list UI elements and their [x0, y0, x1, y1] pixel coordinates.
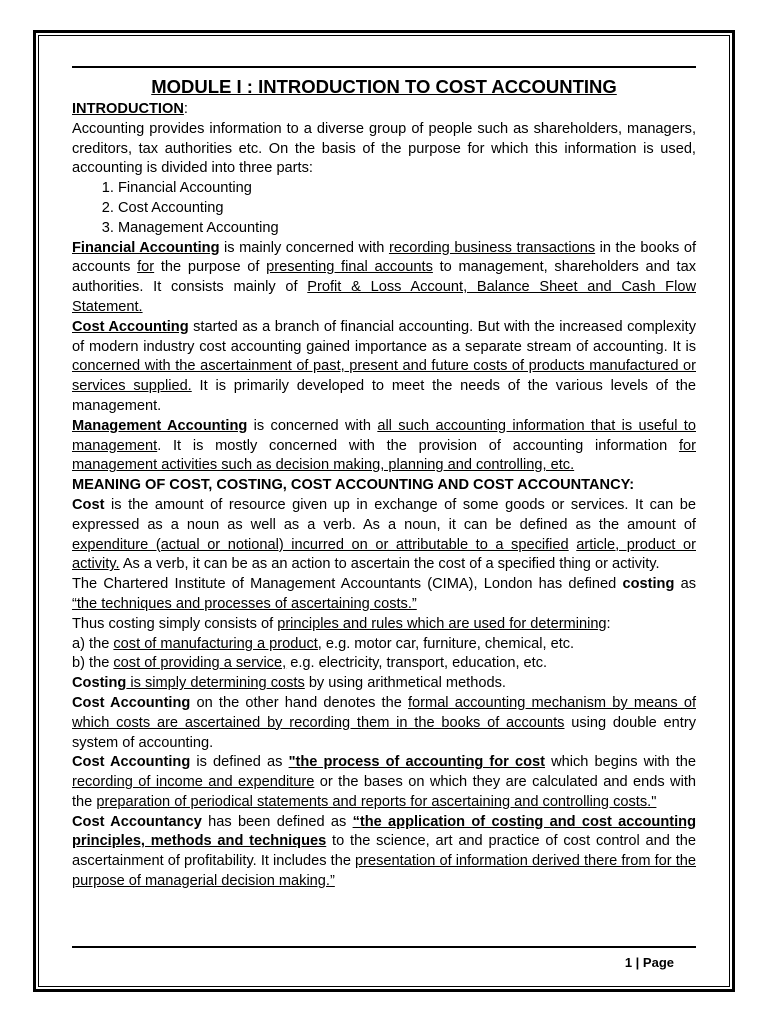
costing-methods-paragraph: Costing is simply determining costs by using arithmetical methods.: [72, 675, 506, 692]
cost-definition-paragraph: Cost is the amount of resource given up in exchange of some goods or services. It can be expressed as a noun as well as a verb. As a noun, it can be defined as the amount of expenditure (actual or notional) incurred on or attributable to a specified article, product or activity. As a verb, it can be as an action to ascertain the cost of a specified thing or activity.: [72, 496, 696, 573]
page-number: 1 | Page: [624, 955, 674, 970]
cost-accounting-mechanism-paragraph: Cost Accounting on the other hand denotes the formal accounting mechanism by means of which costs are ascertained by recording them in the books of accounts using double entry system of accounting.: [72, 694, 696, 751]
cost-accountancy-paragraph: Cost Accountancy has been defined as “the application of costing and cost accounting principles, methods and techniques to the science, art and practice of cost control and the ascertainment of profitability. It includes the presentation of information derived there from for the purpose of managerial decision making.”: [72, 813, 697, 890]
page-content: [72, 66, 696, 892]
list-item: 3. Management Accounting: [118, 219, 696, 239]
financial-accounting-paragraph: Financial Accounting is mainly concerned with recording business transactions in the books of accounts for the purpose of presenting final accounts to management, shareholders and tax authorities. It consists mainly of Profit & Loss Account, Balance Sheet and Cash Flow Statement.: [72, 239, 697, 315]
list-item: 1. Financial Accounting: [118, 179, 696, 199]
footer-rule: [72, 946, 696, 948]
list-item: 2. Cost Accounting: [118, 199, 696, 219]
cima-paragraph: The Chartered Institute of Management Accountants (CIMA), London has defined costing as “the techniques and processes of ascertaining costs.”: [72, 576, 696, 612]
page-title: MODULE I : INTRODUCTION TO COST ACCOUNTING: [151, 76, 617, 97]
header-rule: [72, 66, 696, 68]
intro-heading: INTRODUCTION:: [72, 101, 188, 117]
meaning-heading: MEANING OF COST, COSTING, COST ACCOUNTING AND COST ACCOUNTANCY:: [72, 477, 635, 494]
costing-item-a: a) the cost of manufacturing a product, e.g. motor car, furniture, chemical, etc.: [72, 635, 575, 652]
intro-text: Accounting provides information to a diverse group of people such as shareholders, managers, creditors, tax authorities etc. On the basis of the purpose for which this information is used, accounting is divided into three parts:: [72, 120, 696, 177]
costing-item-b: b) the cost of providing a service, e.g. electricity, transport, education, etc.: [72, 655, 548, 672]
costing-principles-paragraph: Thus costing simply consists of principles and rules which are used for determining:: [72, 615, 611, 632]
management-accounting-paragraph: Management Accounting is concerned with all such accounting information that is useful to management. It is mostly concerned with the provision of accounting information for management activities such as decision making, planning and controlling, etc.: [72, 417, 696, 474]
parts-list: [72, 179, 696, 238]
cost-accounting-paragraph: Cost Accounting started as a branch of financial accounting. But with the increased complexity of modern industry cost accounting gained importance as a separate stream of accounting. It is concerned with the ascertainment of past, present and future costs of products manufactured or services supplied. It is primarily developed to meet the needs of the various levels of the management.: [72, 318, 696, 414]
cost-accounting-definition-paragraph: Cost Accounting is defined as "the process of accounting for cost which begins with the recording of income and expenditure or the bases on which they are calculated and ends with the preparation of periodical statements and reports for ascertaining and controlling costs.": [72, 754, 696, 810]
